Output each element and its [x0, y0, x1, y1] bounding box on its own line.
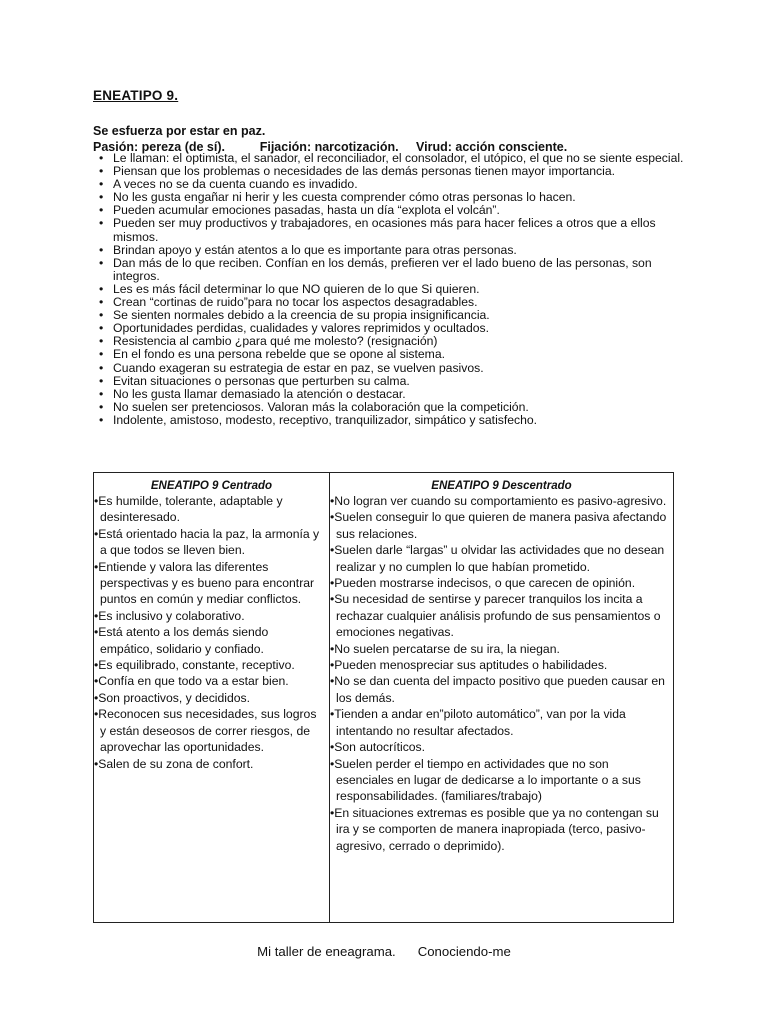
footer-workshop: Mi taller de eneagrama.	[257, 944, 396, 959]
list-item: •Reconocen sus necesidades, sus logros y están deseosos de correr riesgos, de aprovechar las oportunidades.	[94, 707, 317, 755]
list-item: • No les gusta engañar ni herir y les cuesta comprender cómo otras personas lo hacen.	[113, 191, 693, 204]
list-item: • Pueden acumular emociones pasadas, hasta un día “explota el volcán”.	[113, 204, 693, 217]
virtud-text: Virud: acción consciente.	[416, 140, 568, 154]
list-item: •Tienden a andar en”piloto automático”, van por la vida intentando no resultar afectados.	[330, 707, 626, 738]
list-item: •Suelen conseguir lo que quieren de manera pasiva afectando sus relaciones.	[330, 510, 667, 541]
list-item: • No suelen ser pretenciosos. Valoran más la colaboración que la competición.	[113, 401, 693, 414]
list-item: •Suelen darle “largas” u olvidar las actividades que no desean realizar y no cumplen lo que habían prometido.	[330, 543, 665, 574]
list-item: •Suelen perder el tiempo en actividades que no son esenciales en lugar de dedicarse a lo importante o a sus responsabilidades. (familiares/trabajo)	[330, 756, 641, 804]
list-item: • Brindan apoyo y están atentos a lo que es importante para otras personas.	[113, 244, 693, 257]
list-item: • Crean “cortinas de ruido”para no tocar los aspectos desagradables.	[113, 296, 693, 309]
centered-list	[94, 493, 329, 772]
centered-column	[94, 493, 330, 923]
list-item: •Pueden menospreciar sus aptitudes o habilidades.	[330, 658, 608, 673]
list-item: •Es inclusivo y colaborativo.	[94, 608, 245, 623]
list-item: •Son autocríticos.	[330, 740, 426, 755]
list-item: •Es equilibrado, constante, receptivo.	[94, 658, 295, 673]
list-item: • Pueden ser muy productivos y trabajadores, en ocasiones más para hacer felices a otros que a ellos mismos.	[113, 217, 693, 243]
list-item: •Es humilde, tolerante, adaptable y desinteresado.	[94, 494, 283, 525]
list-item: •No suelen percatarse de su ira, la niegan.	[330, 641, 560, 656]
footer-tagline: Conociendo-me	[417, 944, 511, 959]
pasion-text: Pasión: pereza (de sí).	[93, 140, 225, 154]
comparison-table	[93, 472, 674, 923]
list-item: • Evitan situaciones o personas que perturben su calma.	[113, 375, 693, 388]
list-item: •Confía en que todo va a estar bien.	[94, 674, 289, 689]
list-item: • Les es más fácil determinar lo que NO quieren de lo que Si quieren.	[113, 283, 693, 296]
list-item: •Está orientado hacia la paz, la armonía y a que todos se lleven bien.	[94, 526, 320, 558]
list-item: • Le llaman: el optimista, el sanador, el reconciliador, el consolador, el utópico, el que no se siente especial.	[113, 152, 693, 165]
document-title: ENEATIPO 9.	[93, 88, 179, 103]
list-item: •En situaciones extremas es posible que ya no contengan su ira y se comporten de manera inapropiada (terco, pasivo-agresivo, cerrado o deprimido).	[330, 805, 659, 853]
list-item: •No logran ver cuando su comportamiento es pasivo-agresivo.	[330, 494, 667, 508]
list-item: •No se dan cuenta del impacto positivo que pueden causar en los demás.	[330, 674, 665, 705]
list-item: •Está atento a los demás siendo empático, solidario y confiado.	[94, 625, 269, 656]
centered-column-header: ENEATIPO 9 Centrado	[94, 473, 330, 494]
list-item: • Se sienten normales debido a la creencia de su propia insignificancia.	[113, 309, 693, 322]
decentered-column	[330, 493, 674, 923]
list-item: • A veces no se da cuenta cuando es invadido.	[113, 178, 693, 191]
page-footer	[0, 944, 768, 959]
list-item: • No les gusta llamar demasiado la atención o destacar.	[113, 388, 693, 401]
table-body-row	[94, 493, 674, 923]
list-item: •Son proactivos, y decididos.	[94, 690, 251, 705]
traits-list	[93, 152, 693, 427]
list-item: • Oportunidades perdidas, cualidades y valores reprimidos y ocultados.	[113, 322, 693, 335]
list-item: • En el fondo es una persona rebelde que se opone al sistema.	[113, 348, 693, 361]
decentered-column-header: ENEATIPO 9 Descentrado	[330, 473, 674, 494]
intro-summary: Se esfuerza por estar en paz.	[93, 124, 266, 138]
list-item: • Indolente, amistoso, modesto, receptivo, tranquilizador, simpático y satisfecho.	[113, 414, 693, 427]
list-item: •Su necesidad de sentirse y parecer tranquilos los incita a rechazar cualquier análisis profundo de sus pensamientos o emociones negativas.	[330, 592, 661, 640]
list-item: • Dan más de lo que reciben. Confían en los demás, prefieren ver el lado bueno de las personas, son integros.	[113, 257, 693, 283]
list-item: • Piensan que los problemas o necesidades de las demás personas tienen mayor importancia.	[113, 165, 693, 178]
table-header-row	[94, 473, 674, 494]
list-item: •Salen de su zona de confort.	[94, 756, 254, 771]
list-item: •Pueden mostrarse indecisos, o que carecen de opinión.	[330, 576, 636, 591]
fijacion-text: Fijación: narcotización.	[259, 140, 399, 154]
list-item: • Cuando exageran su estrategia de estar en paz, se vuelven pasivos.	[113, 362, 693, 375]
list-item: •Entiende y valora las diferentes perspectivas y es bueno para encontrar puntos en común y mediar conflictos.	[94, 559, 315, 607]
list-item: • Resistencia al cambio ¿para qué me molesto? (resignación)	[113, 335, 693, 348]
decentered-list	[330, 493, 673, 854]
